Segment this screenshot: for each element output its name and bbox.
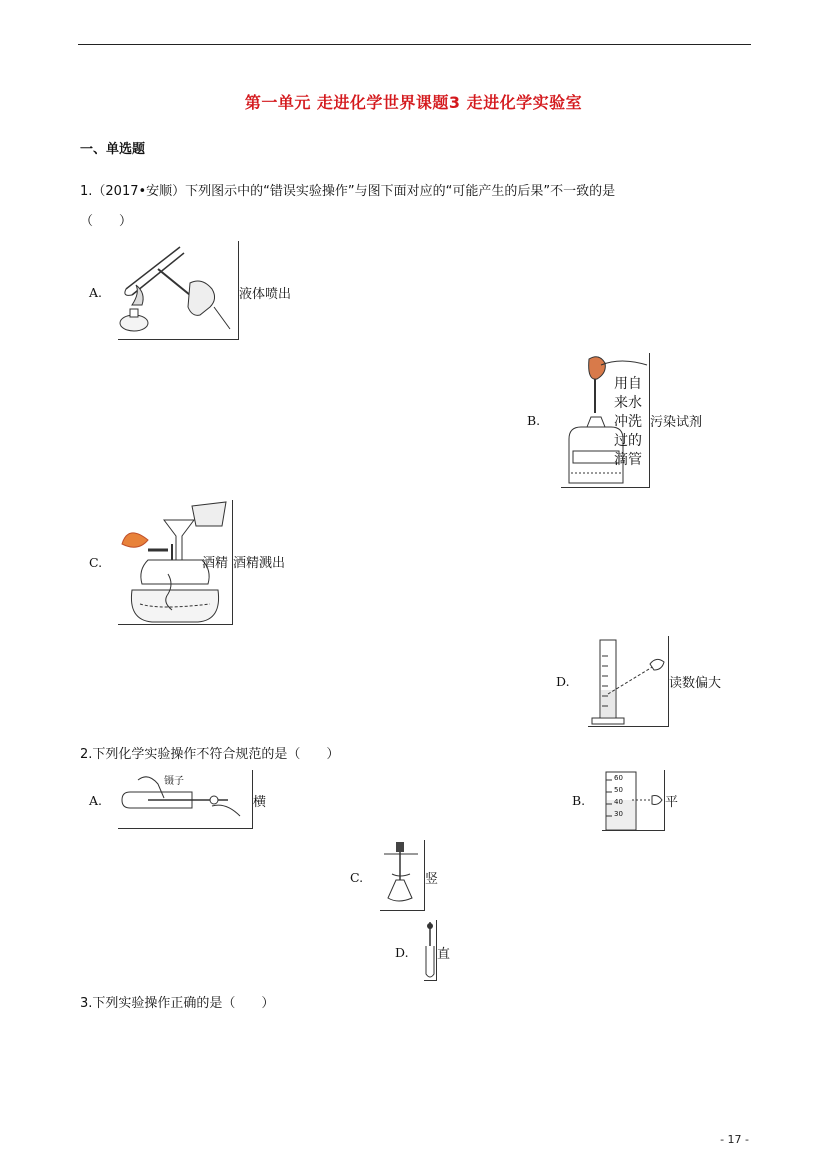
q1-b-figure-line-5: 滴管 [614,452,642,468]
q2-option-b-caption: 平 [665,795,679,810]
q2-b-tick-50: 50 [614,786,623,794]
q2-a-figure-test-tube-tweezers [118,770,253,829]
q1-c-figure-label: 酒精 [202,556,229,571]
q2-option-b-label: B. [572,793,586,808]
q3-stem: 3.下列实验操作正确的是（ ） [80,996,275,1011]
q1-a-figure-heating-test-tube [118,241,239,340]
page-number: - 17 - [720,1133,749,1146]
q2-option-d-label: D. [395,945,409,960]
q1-option-d-caption: 读数偏大 [669,676,722,691]
q1-option-c-caption: 酒精溅出 [233,556,286,571]
page-title: 第一单元 走进化学世界课题3 走进化学实验室 [244,93,583,112]
q2-a-figure-label: 镊子 [164,776,184,787]
q1-b-figure-dropper [561,353,650,488]
q2-c-figure-dropper-vertical [380,840,425,911]
q2-option-c-label: C. [350,870,364,885]
q2-option-a-label: A. [89,793,103,808]
q2-stem: 2.下列化学实验操作不符合规范的是（ ） [80,747,340,762]
q1-option-d-label: D. [556,674,570,689]
q1-option-a-label: A. [89,285,103,300]
section-heading: 一、单选题 [80,142,146,157]
q2-option-c-caption: 竖 [425,872,439,887]
q2-b-tick-40: 40 [614,798,623,806]
q1-c-figure-alcohol-lamp [118,500,233,625]
q1-b-figure-line-4: 过的 [614,433,642,449]
q2-b-tick-30: 30 [614,810,623,818]
q1-stem: 1.（2017•安顺）下列图示中的“错误实验操作”与图下面对应的“可能产生的后果”不一致的是 [80,184,616,199]
q2-b-tick-60: 60 [614,774,623,782]
q1-option-b-caption: 污染试剂 [650,415,703,430]
q2-option-d-caption: 直 [437,947,451,962]
q1-b-figure-line-1: 用自 [614,376,642,392]
q1-b-figure-line-2: 来水 [614,395,642,411]
q2-b-figure-cylinder-reading [602,770,665,831]
q2-option-a-caption: 横 [253,795,267,810]
q1-paren: （ ） [80,214,133,229]
q1-option-b-label: B. [527,413,541,428]
q1-option-c-label: C. [89,555,103,570]
q1-option-a-caption: 液体喷出 [239,287,292,302]
q1-d-figure-graduated-cylinder [588,636,669,727]
q2-d-figure-test-tube-upright [424,920,437,981]
header-rule [78,44,751,45]
q1-b-figure-line-3: 冲洗 [614,414,642,430]
